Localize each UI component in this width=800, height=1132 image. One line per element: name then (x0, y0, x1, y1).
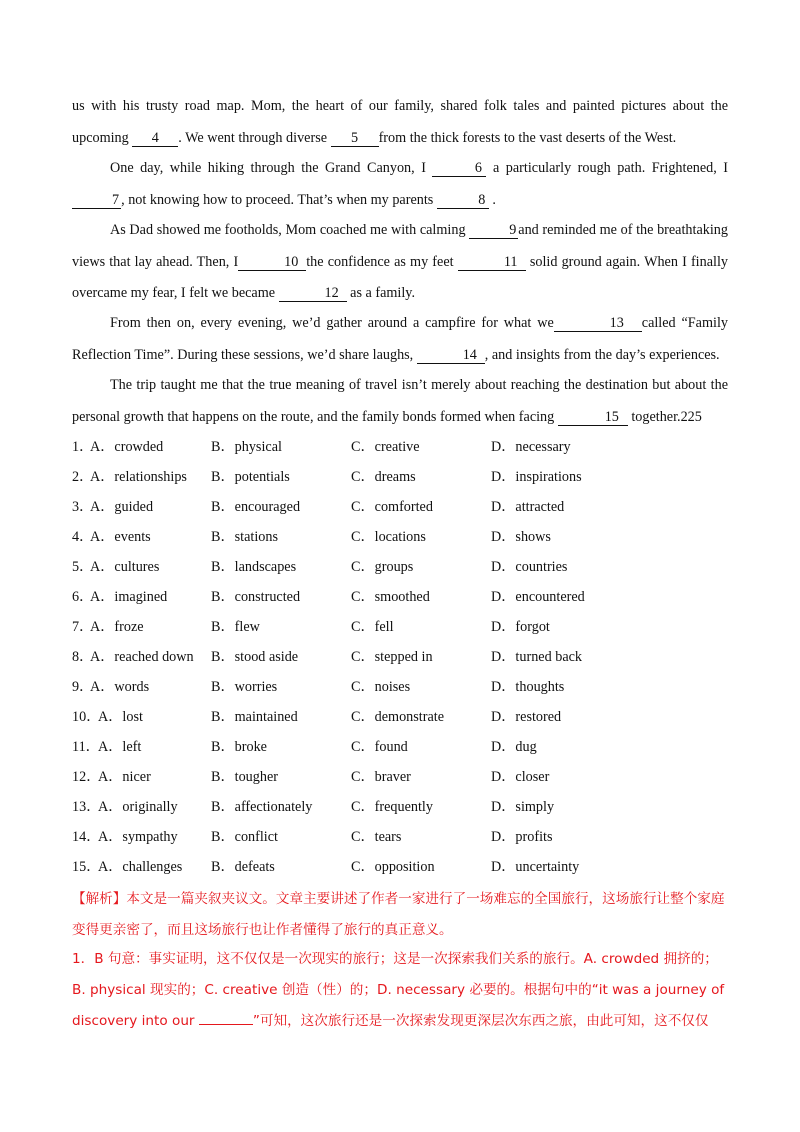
question-number: 12． (72, 769, 101, 785)
passage-text: called “Family Reflection Time”. During these sessions, we’d share laughs, (72, 315, 728, 363)
option-b: B．tougher (211, 769, 278, 785)
question-number: 11． (72, 739, 100, 755)
passage-text: as a family. (346, 285, 416, 301)
question-number: 10． (72, 709, 101, 725)
option-a: A．left (98, 739, 142, 755)
question-row (72, 462, 728, 492)
question-row (72, 762, 728, 792)
question-number: 2． (72, 469, 94, 485)
analysis-text: 1．B 句意：事实证明，这不仅仅是一次现实的旅行；这是一次探索我们关系的旅行。A. crowded 拥挤的；B. physical 现实的；C. creative 创造（性）的；D. necessary 必要的。根据句中的“it was a journey of discovery into our (72, 951, 725, 1029)
option-c: C．creative (351, 439, 420, 455)
option-c: C．tears (351, 829, 402, 845)
option-d: D．simply (491, 799, 555, 815)
option-a: A．imagined (90, 589, 168, 605)
blank-15: 15 (558, 410, 628, 426)
option-a: A．sympathy (98, 829, 178, 845)
question-row (72, 792, 728, 822)
blank-12: 12 (279, 286, 347, 302)
question-number: 8． (72, 649, 94, 665)
question-row (72, 582, 728, 612)
option-d: D．forgot (491, 619, 550, 635)
passage-paragraph-4 (72, 308, 728, 371)
option-b: B．physical (211, 439, 282, 455)
option-b: B．conflict (211, 829, 278, 845)
analysis-question-1 (72, 944, 728, 1037)
passage-text: together.225 (627, 408, 702, 425)
question-number: 15． (72, 859, 101, 875)
passage-text: a particularly rough path. Frightened, I (486, 160, 729, 176)
option-c: C．locations (351, 529, 426, 545)
question-row (72, 822, 728, 852)
option-b: B．flew (211, 619, 260, 635)
blank-8: 8 (437, 193, 489, 209)
passage-text: . We went through diverse (178, 129, 331, 146)
option-a: A．crowded (90, 439, 164, 455)
passage-text: , and insights from the day’s experiences. (484, 346, 720, 363)
option-c: C．stepped in (351, 649, 433, 665)
option-c: C．comforted (351, 499, 433, 515)
passage-text: and reminded me of the breathtaking views that lay ahead. Then, I (72, 222, 728, 270)
question-row (72, 672, 728, 702)
question-number: 3． (72, 499, 94, 515)
option-b: B．defeats (211, 859, 275, 875)
analysis-summary (72, 884, 728, 946)
option-b: B．stations (211, 529, 279, 545)
option-c: C．opposition (351, 859, 435, 875)
option-d: D．dug (491, 739, 537, 755)
blank-13: 13 (554, 316, 642, 332)
passage-paragraph-2 (72, 153, 728, 216)
blank-10: 10 (238, 255, 306, 271)
question-row (72, 642, 728, 672)
question-number: 7． (72, 619, 94, 635)
option-d: D．restored (491, 709, 562, 725)
passage-paragraph-5 (72, 370, 728, 433)
analysis-summary-text: 【解析】本文是一篇夹叙夹议文。文章主要讲述了作者一家进行了一场难忘的全国旅行，这场旅行让整个家庭变得更亲密了，而且这场旅行也让作者懂得了旅行的真正意义。 (72, 891, 725, 938)
option-c: C．noises (351, 679, 411, 695)
option-b: B．encouraged (211, 499, 301, 515)
option-b: B．worries (211, 679, 278, 695)
option-c: C．dreams (351, 469, 416, 485)
option-d: D．turned back (491, 649, 583, 665)
option-c: C．frequently (351, 799, 433, 815)
option-d: D．attracted (491, 499, 565, 515)
option-a: A．relationships (90, 469, 187, 485)
question-row (72, 612, 728, 642)
option-a: A．challenges (98, 859, 183, 875)
option-d: D．closer (491, 769, 550, 785)
option-a: A．cultures (90, 559, 160, 575)
option-b: B．landscapes (211, 559, 297, 575)
passage-text: One day, while hiking through the Grand Canyon, I (110, 160, 433, 176)
passage-text: from the thick forests to the vast deserts of the West. (378, 129, 677, 146)
passage-text: As Dad showed me footholds, Mom coached me with calming (110, 222, 470, 238)
option-d: D．encountered (491, 589, 585, 605)
option-a: A．events (90, 529, 151, 545)
question-row (72, 492, 728, 522)
question-number: 13． (72, 799, 101, 815)
passage-text: solid ground again. When I finally overcame my fear, I felt we became (72, 253, 728, 301)
option-d: D．thoughts (491, 679, 565, 695)
passage-text: , not knowing how to proceed. That’s when my parents (121, 191, 437, 208)
question-row (72, 552, 728, 582)
passage-text: From then on, every evening, we’d gather around a campfire for what we (110, 315, 554, 331)
option-b: B．constructed (211, 589, 301, 605)
blank-9: 9 (469, 223, 518, 239)
option-b: B．potentials (211, 469, 290, 485)
analysis-blank (199, 1024, 253, 1025)
option-b: B．stood aside (211, 649, 299, 665)
option-b: B．maintained (211, 709, 298, 725)
question-row (72, 432, 728, 462)
blank-4: 4 (132, 131, 178, 147)
option-c: C．groups (351, 559, 414, 575)
option-c: C．braver (351, 769, 411, 785)
blank-11: 11 (458, 255, 526, 271)
option-a: A．nicer (98, 769, 151, 785)
option-a: A．reached down (90, 649, 194, 665)
option-a: A．words (90, 679, 150, 695)
question-number: 1． (72, 439, 94, 455)
option-c: C．found (351, 739, 408, 755)
blank-14: 14 (417, 348, 485, 364)
question-row (72, 732, 728, 762)
option-d: D．uncertainty (491, 859, 580, 875)
question-number: 14． (72, 829, 101, 845)
option-b: B．broke (211, 739, 267, 755)
question-row (72, 522, 728, 552)
analysis-text: ”可知，这次旅行还是一次探索发现更深层次东西之旅，由此可知，这不仅仅 (252, 1013, 709, 1029)
option-a: A．guided (90, 499, 154, 515)
question-number: 6． (72, 589, 94, 605)
option-b: B．affectionately (211, 799, 313, 815)
option-a: A．lost (98, 709, 143, 725)
passage-text: . (488, 191, 496, 208)
passage-text: The trip taught me that the true meaning of travel isn’t merely about reaching the destination but about the personal growth that happens on the route, and the family bonds formed when facing (72, 377, 728, 425)
question-number: 9． (72, 679, 94, 695)
passage-paragraph-1 (72, 91, 728, 154)
passage-paragraph-3 (72, 215, 728, 310)
option-d: D．necessary (491, 439, 571, 455)
question-number: 5． (72, 559, 94, 575)
passage-text: us with his trusty road map. Mom, the heart of our family, shared folk tales and painted pictures about the upcoming (72, 98, 728, 146)
option-a: A．originally (98, 799, 178, 815)
option-c: C．demonstrate (351, 709, 444, 725)
question-number: 4． (72, 529, 94, 545)
question-row (72, 852, 728, 882)
option-d: D．shows (491, 529, 551, 545)
option-d: D．profits (491, 829, 553, 845)
blank-6: 6 (432, 161, 486, 177)
blank-5: 5 (331, 131, 379, 147)
option-c: C．fell (351, 619, 394, 635)
option-d: D．countries (491, 559, 568, 575)
passage-text: the confidence as my feet (306, 253, 458, 270)
option-c: C．smoothed (351, 589, 430, 605)
option-d: D．inspirations (491, 469, 582, 485)
option-a: A．froze (90, 619, 144, 635)
question-row (72, 702, 728, 732)
blank-7: 7 (72, 193, 121, 209)
